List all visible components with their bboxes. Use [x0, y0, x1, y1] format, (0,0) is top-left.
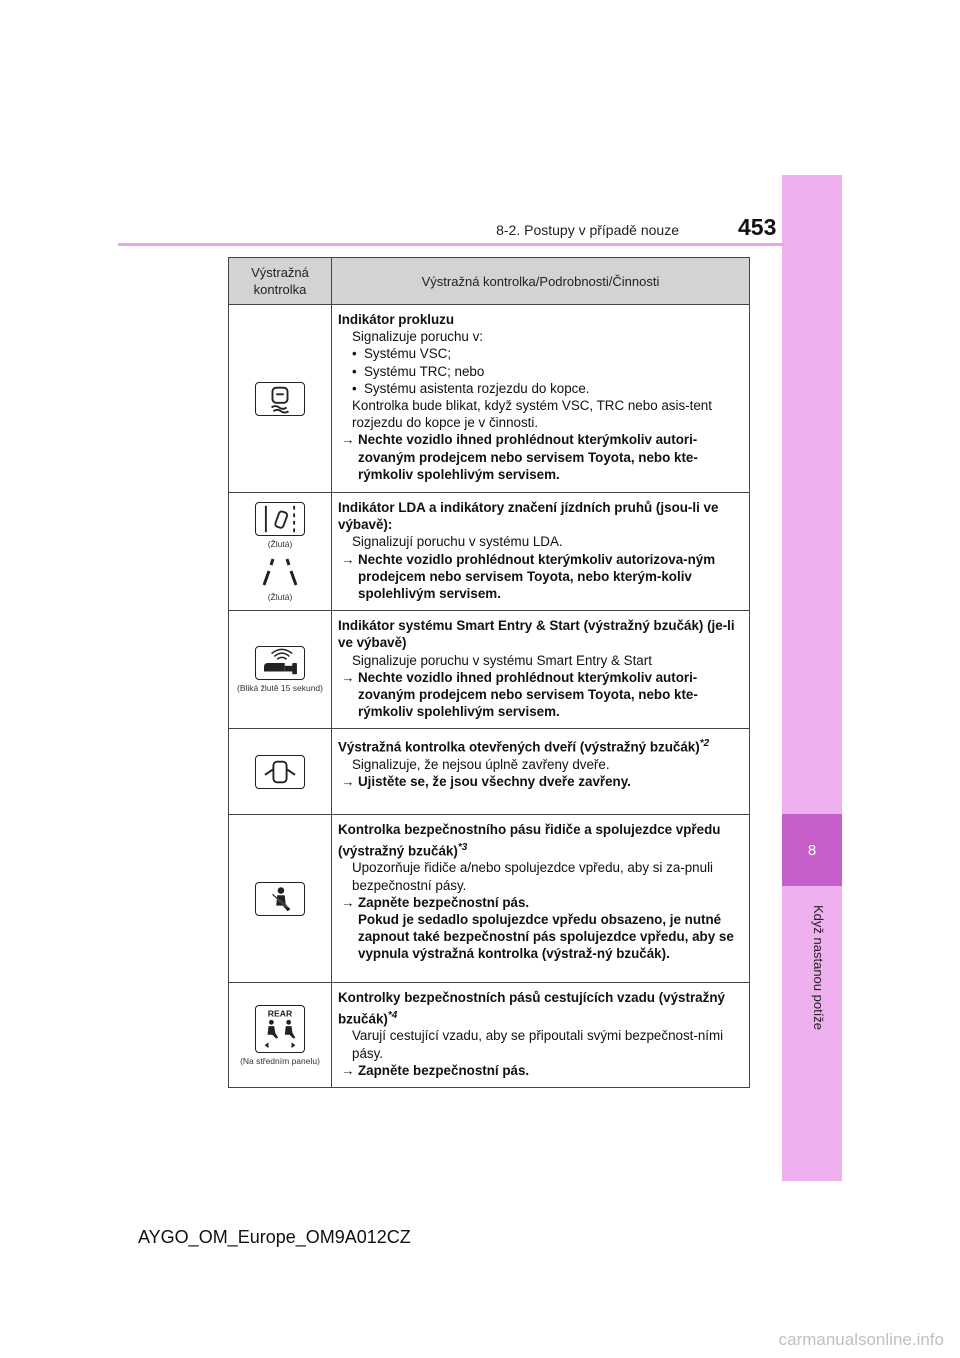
row-title: Indikátor systému Smart Entry & Start (výstražný bzučák) (je-li ve výbavě)	[338, 618, 735, 651]
list-item: • Systému TRC; nebo	[352, 363, 485, 379]
lane-marking-indicator-icon	[255, 555, 305, 589]
header-divider	[118, 243, 784, 246]
document-id: AYGO_OM_Europe_OM9A012CZ	[138, 1227, 411, 1247]
row-intro: Varují cestující vzadu, aby se připoutali svými bezpečnost-ními pásy.	[352, 1028, 724, 1061]
row-intro: Signalizuje poruchu v systému Smart Entry & Start	[352, 652, 652, 668]
column-header-icon: Výstražná kontrolka	[229, 258, 332, 305]
row-action: → Ujistěte se, že jsou všechny dveře zavřeny.	[338, 773, 743, 790]
section-title: 8-2. Postupy v případě nouze	[496, 222, 679, 238]
icon-caption: (Žlutá)	[267, 591, 293, 602]
footnote-marker: *3	[457, 841, 468, 853]
table-row	[229, 611, 750, 729]
row-note: Kontrolka bude blikat, když systém VSC, TRC nebo asis-tent rozjezdu do kopce je v činnosti.	[352, 398, 712, 431]
row-action: → Nechte vozidlo prohlédnout kterýmkoliv autorizova-ným prodejcem nebo servisem Toyota, nebo kterým-koliv spolehlivým servisem.	[338, 551, 743, 603]
slip-indicator-icon	[255, 382, 305, 416]
table-row	[229, 305, 750, 493]
table-header-row	[229, 258, 750, 305]
icon-caption: (Bliká žlutě 15 sekund)	[237, 683, 323, 694]
rear-icon-label: REAR	[267, 1008, 293, 1019]
table-row	[229, 493, 750, 611]
row-intro: Upozorňuje řidiče a/nebo spolujezdce vpředu, aby si za-pnuli bezpečnostní pásy.	[352, 860, 714, 893]
row-title: Kontrolky bezpečnostních pásů cestujících vzadu (výstražný bzučák)$^{*4}$	[338, 990, 725, 1027]
list-item: • Systému VSC;	[352, 346, 452, 362]
row-title: Indikátor prokluzu	[338, 312, 455, 327]
row-action: → Zapněte bezpečnostní pás.	[338, 894, 743, 911]
table-row	[229, 729, 750, 815]
row-action-note: Pokud je sedadlo spolujezdce vpředu obsazeno, je nutné zapnout také bezpečnostní pás spolujezdce vpředu, aby se vypnula výstražná kontrolka (výstraž-ný bzučák).	[358, 911, 734, 962]
table-row	[229, 983, 750, 1087]
row-action: → Zapněte bezpečnostní pás.	[338, 1062, 743, 1079]
row-title: Indikátor LDA a indikátory značení jízdních pruhů (jsou-li ve výbavě):	[338, 500, 719, 533]
row-intro: Signalizuje poruchu v:	[352, 329, 484, 345]
lda-indicator-icon	[255, 502, 305, 536]
row-action: → Nechte vozidlo ihned prohlédnout kterýmkoliv autori-zovaným prodejcem nebo servisem Toyota, nebo kte-rýmkoliv spolehlivým servisem.	[338, 669, 743, 721]
list-item: • Systému asistenta rozjezdu do kopce.	[352, 380, 590, 396]
arrow-icon: →	[341, 551, 355, 567]
row-action: → Nechte vozidlo ihned prohlédnout kterýmkoliv autori-zovaným prodejcem nebo servisem Toyota, nebo kte-rýmkoliv spolehlivým servisem.	[338, 431, 743, 483]
chapter-number: 8	[782, 814, 842, 886]
chapter-title: Když nastanou potíže	[811, 905, 826, 1031]
row-title: Výstražná kontrolka otevřených dveří (výstražný bzučák)$^{*2}$	[338, 738, 710, 755]
seatbelt-icon	[255, 882, 305, 916]
page-number: 453	[738, 214, 777, 240]
row-intro: Signalizují poruchu v systému LDA.	[352, 534, 563, 550]
arrow-icon: →	[341, 1062, 355, 1078]
row-intro: Signalizuje, že nejsou úplně zavřeny dveře.	[352, 757, 610, 773]
rear-seatbelt-icon	[255, 1005, 305, 1053]
watermark: carmanualsonline.info	[778, 1330, 944, 1349]
arrow-icon: →	[341, 894, 355, 910]
arrow-icon: →	[341, 432, 355, 448]
icon-caption: (Žlutá)	[267, 538, 293, 549]
warning-table	[228, 257, 750, 1088]
arrow-icon: →	[341, 774, 355, 790]
smart-entry-key-icon	[255, 646, 305, 680]
table-row	[229, 815, 750, 983]
footnote-marker: *2	[699, 738, 710, 750]
column-header-details: Výstražná kontrolka/Podrobnosti/Činnosti	[332, 258, 750, 305]
row-title: Kontrolka bezpečnostního pásu řidiče a spolujezdce vpředu (výstražný bzučák)$^{*3}$	[338, 822, 721, 859]
door-open-icon	[255, 755, 305, 789]
footnote-marker: *4	[387, 1009, 398, 1021]
arrow-icon: →	[341, 669, 355, 685]
icon-caption: (Na středním panelu)	[240, 1055, 320, 1066]
